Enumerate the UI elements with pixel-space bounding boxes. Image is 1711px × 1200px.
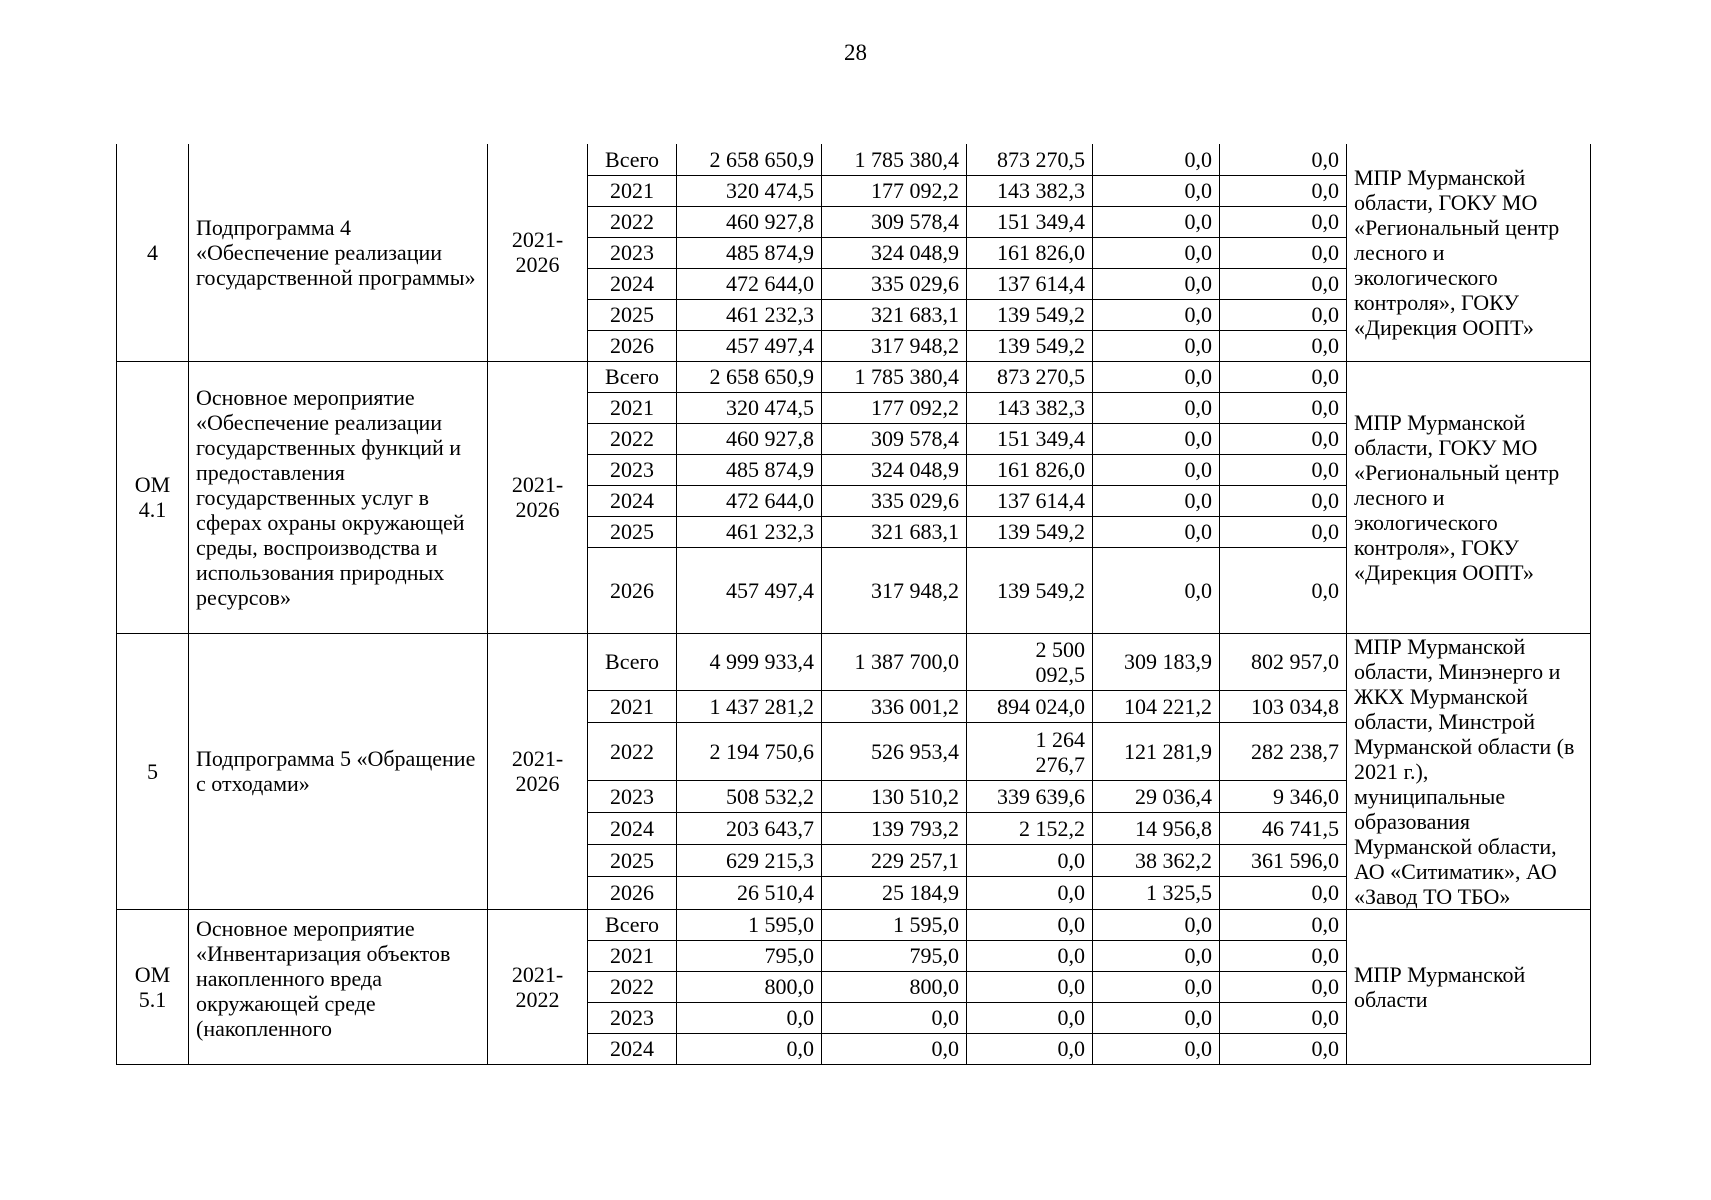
- amount-cell-v4: 0,0: [1093, 547, 1220, 633]
- amount-cell-v2: 309 578,4: [822, 206, 967, 237]
- amount-cell-v4: 0,0: [1093, 485, 1220, 516]
- section-name: Подпрограмма 5 «Обращение с отходами»: [189, 633, 488, 909]
- year-cell: 2023: [588, 781, 677, 813]
- amount-cell-v4: 0,0: [1093, 454, 1220, 485]
- amount-cell-v1: 800,0: [677, 971, 822, 1002]
- amount-cell-v1: 26 510,4: [677, 877, 822, 909]
- amount-cell-v2: 309 578,4: [822, 423, 967, 454]
- amount-cell-v2: 321 683,1: [822, 516, 967, 547]
- amount-cell-v5: 802 957,0: [1220, 633, 1347, 691]
- year-cell: Всего: [588, 361, 677, 392]
- amount-cell-v3: 339 639,6: [967, 781, 1093, 813]
- amount-cell-v4: 0,0: [1093, 909, 1220, 940]
- amount-cell-v5: 0,0: [1220, 237, 1347, 268]
- amount-cell-v3: 1 264 276,7: [967, 723, 1093, 781]
- year-cell: 2023: [588, 1002, 677, 1033]
- amount-cell-v2: 25 184,9: [822, 877, 967, 909]
- amount-cell-v4: 0,0: [1093, 299, 1220, 330]
- year-cell: 2025: [588, 845, 677, 877]
- budget-table: [116, 144, 1591, 1065]
- amount-cell-v4: 0,0: [1093, 1002, 1220, 1033]
- amount-cell-v4: 1 325,5: [1093, 877, 1220, 909]
- amount-cell-v5: 0,0: [1220, 971, 1347, 1002]
- amount-cell-v1: 472 644,0: [677, 268, 822, 299]
- year-cell: Всего: [588, 144, 677, 175]
- amount-cell-v3: 873 270,5: [967, 144, 1093, 175]
- amount-cell-v1: 485 874,9: [677, 237, 822, 268]
- executor-cell: МПР Мурманской области: [1347, 909, 1591, 1064]
- amount-cell-v1: 2 658 650,9: [677, 361, 822, 392]
- amount-cell-v5: 0,0: [1220, 268, 1347, 299]
- section-period: 2021- 2022: [488, 909, 588, 1064]
- amount-cell-v3: 137 614,4: [967, 485, 1093, 516]
- amount-cell-v2: 321 683,1: [822, 299, 967, 330]
- amount-cell-v2: 130 510,2: [822, 781, 967, 813]
- amount-cell-v5: 0,0: [1220, 909, 1347, 940]
- amount-cell-v1: 1 437 281,2: [677, 691, 822, 723]
- amount-cell-v4: 0,0: [1093, 940, 1220, 971]
- year-cell: 2021: [588, 175, 677, 206]
- section-number: 4: [117, 144, 189, 361]
- amount-cell-v4: 0,0: [1093, 516, 1220, 547]
- amount-cell-v2: 795,0: [822, 940, 967, 971]
- amount-cell-v2: 526 953,4: [822, 723, 967, 781]
- amount-cell-v1: 2 658 650,9: [677, 144, 822, 175]
- amount-cell-v2: 229 257,1: [822, 845, 967, 877]
- executor-cell: МПР Мурманской области, ГОКУ МО «Региональный центр лесного и экологического контроля», ГОКУ «Дирекция ООПТ»: [1347, 361, 1591, 633]
- amount-cell-v2: 336 001,2: [822, 691, 967, 723]
- amount-cell-v5: 0,0: [1220, 454, 1347, 485]
- amount-cell-v4: 0,0: [1093, 175, 1220, 206]
- amount-cell-v4: 0,0: [1093, 1033, 1220, 1064]
- amount-cell-v3: 0,0: [967, 845, 1093, 877]
- page-number: 28: [844, 40, 867, 65]
- section-name: Подпрограмма 4 «Обеспечение реализации государственной программы»: [189, 144, 488, 361]
- amount-cell-v2: 177 092,2: [822, 175, 967, 206]
- amount-cell-v3: 0,0: [967, 940, 1093, 971]
- year-cell: 2026: [588, 330, 677, 361]
- amount-cell-v4: 0,0: [1093, 144, 1220, 175]
- amount-cell-v1: 457 497,4: [677, 547, 822, 633]
- section-name: Основное мероприятие «Обеспечение реализации государственных функций и предоставления государственных услуг в сферах охраны окружающей среды, воспроизводства и использования природных ресурсов»: [189, 361, 488, 633]
- year-cell: 2024: [588, 268, 677, 299]
- amount-cell-v3: 139 549,2: [967, 547, 1093, 633]
- amount-cell-v4: 0,0: [1093, 361, 1220, 392]
- amount-cell-v4: 104 221,2: [1093, 691, 1220, 723]
- amount-cell-v4: 0,0: [1093, 971, 1220, 1002]
- year-cell: 2021: [588, 940, 677, 971]
- amount-cell-v4: 0,0: [1093, 392, 1220, 423]
- amount-cell-v1: 1 595,0: [677, 909, 822, 940]
- year-cell: 2021: [588, 392, 677, 423]
- amount-cell-v3: 151 349,4: [967, 423, 1093, 454]
- amount-cell-v2: 1 595,0: [822, 909, 967, 940]
- executor-cell: МПР Мурманской области, Минэнерго и ЖКХ Мурманской области, Минстрой Мурманской области (в 2021 г.), муниципальные образования Мурманской области, АО «Ситиматик», АО «Завод ТО ТБО»: [1347, 633, 1591, 909]
- amount-cell-v4: 0,0: [1093, 268, 1220, 299]
- amount-cell-v5: 0,0: [1220, 144, 1347, 175]
- amount-cell-v5: 0,0: [1220, 1002, 1347, 1033]
- year-cell: 2022: [588, 723, 677, 781]
- amount-cell-v2: 139 793,2: [822, 813, 967, 845]
- amount-cell-v3: 0,0: [967, 877, 1093, 909]
- section-number: ОМ 4.1: [117, 361, 189, 633]
- amount-cell-v2: 317 948,2: [822, 547, 967, 633]
- amount-cell-v1: 472 644,0: [677, 485, 822, 516]
- year-cell: 2026: [588, 877, 677, 909]
- section-name: Основное мероприятие «Инвентаризация объектов накопленного вреда окружающей среде (накопленного: [189, 909, 488, 1064]
- amount-cell-v4: 0,0: [1093, 206, 1220, 237]
- amount-cell-v3: 894 024,0: [967, 691, 1093, 723]
- amount-cell-v5: 0,0: [1220, 485, 1347, 516]
- amount-cell-v1: 2 194 750,6: [677, 723, 822, 781]
- amount-cell-v5: 103 034,8: [1220, 691, 1347, 723]
- amount-cell-v3: 139 549,2: [967, 516, 1093, 547]
- amount-cell-v1: 461 232,3: [677, 516, 822, 547]
- amount-cell-v3: 0,0: [967, 1033, 1093, 1064]
- amount-cell-v4: 0,0: [1093, 237, 1220, 268]
- amount-cell-v3: 137 614,4: [967, 268, 1093, 299]
- amount-cell-v2: 0,0: [822, 1002, 967, 1033]
- year-cell: Всего: [588, 633, 677, 691]
- year-cell: 2024: [588, 485, 677, 516]
- amount-cell-v5: 282 238,7: [1220, 723, 1347, 781]
- amount-cell-v4: 0,0: [1093, 330, 1220, 361]
- amount-cell-v2: 335 029,6: [822, 485, 967, 516]
- amount-cell-v5: 0,0: [1220, 392, 1347, 423]
- amount-cell-v1: 203 643,7: [677, 813, 822, 845]
- section-period: 2021- 2026: [488, 633, 588, 909]
- amount-cell-v1: 457 497,4: [677, 330, 822, 361]
- amount-cell-v5: 0,0: [1220, 206, 1347, 237]
- amount-cell-v5: 9 346,0: [1220, 781, 1347, 813]
- year-cell: 2025: [588, 516, 677, 547]
- year-cell: 2022: [588, 423, 677, 454]
- year-cell: 2023: [588, 237, 677, 268]
- amount-cell-v2: 177 092,2: [822, 392, 967, 423]
- table-row: [117, 144, 1591, 175]
- amount-cell-v1: 0,0: [677, 1002, 822, 1033]
- amount-cell-v3: 0,0: [967, 909, 1093, 940]
- amount-cell-v5: 0,0: [1220, 516, 1347, 547]
- amount-cell-v3: 2 152,2: [967, 813, 1093, 845]
- year-cell: 2021: [588, 691, 677, 723]
- year-cell: 2024: [588, 813, 677, 845]
- table-row: [117, 909, 1591, 940]
- amount-cell-v1: 461 232,3: [677, 299, 822, 330]
- table-row: [117, 361, 1591, 392]
- amount-cell-v5: 0,0: [1220, 299, 1347, 330]
- year-cell: 2022: [588, 206, 677, 237]
- amount-cell-v4: 121 281,9: [1093, 723, 1220, 781]
- amount-cell-v2: 317 948,2: [822, 330, 967, 361]
- table-row: [117, 633, 1591, 691]
- amount-cell-v3: 873 270,5: [967, 361, 1093, 392]
- amount-cell-v3: 139 549,2: [967, 330, 1093, 361]
- year-cell: 2023: [588, 454, 677, 485]
- year-cell: 2025: [588, 299, 677, 330]
- amount-cell-v5: 0,0: [1220, 940, 1347, 971]
- amount-cell-v5: 46 741,5: [1220, 813, 1347, 845]
- amount-cell-v1: 795,0: [677, 940, 822, 971]
- amount-cell-v5: 361 596,0: [1220, 845, 1347, 877]
- amount-cell-v3: 143 382,3: [967, 175, 1093, 206]
- year-cell: Всего: [588, 909, 677, 940]
- amount-cell-v3: 2 500 092,5: [967, 633, 1093, 691]
- section-period: 2021- 2026: [488, 361, 588, 633]
- amount-cell-v2: 800,0: [822, 971, 967, 1002]
- amount-cell-v5: 0,0: [1220, 877, 1347, 909]
- amount-cell-v3: 0,0: [967, 1002, 1093, 1033]
- amount-cell-v4: 309 183,9: [1093, 633, 1220, 691]
- section-number: 5: [117, 633, 189, 909]
- amount-cell-v1: 460 927,8: [677, 206, 822, 237]
- amount-cell-v2: 1 387 700,0: [822, 633, 967, 691]
- amount-cell-v1: 320 474,5: [677, 175, 822, 206]
- section-period: 2021- 2026: [488, 144, 588, 361]
- amount-cell-v3: 161 826,0: [967, 237, 1093, 268]
- amount-cell-v3: 139 549,2: [967, 299, 1093, 330]
- amount-cell-v5: 0,0: [1220, 330, 1347, 361]
- amount-cell-v2: 335 029,6: [822, 268, 967, 299]
- amount-cell-v4: 0,0: [1093, 423, 1220, 454]
- amount-cell-v1: 0,0: [677, 1033, 822, 1064]
- amount-cell-v4: 38 362,2: [1093, 845, 1220, 877]
- amount-cell-v2: 324 048,9: [822, 237, 967, 268]
- amount-cell-v5: 0,0: [1220, 547, 1347, 633]
- year-cell: 2024: [588, 1033, 677, 1064]
- amount-cell-v5: 0,0: [1220, 1033, 1347, 1064]
- amount-cell-v1: 508 532,2: [677, 781, 822, 813]
- section-number: ОМ 5.1: [117, 909, 189, 1064]
- amount-cell-v3: 161 826,0: [967, 454, 1093, 485]
- year-cell: 2026: [588, 547, 677, 633]
- amount-cell-v2: 1 785 380,4: [822, 144, 967, 175]
- amount-cell-v2: 1 785 380,4: [822, 361, 967, 392]
- year-cell: 2022: [588, 971, 677, 1002]
- executor-cell: МПР Мурманской области, ГОКУ МО «Региональный центр лесного и экологического контроля», ГОКУ «Дирекция ООПТ»: [1347, 144, 1591, 361]
- amount-cell-v4: 14 956,8: [1093, 813, 1220, 845]
- amount-cell-v3: 151 349,4: [967, 206, 1093, 237]
- amount-cell-v5: 0,0: [1220, 175, 1347, 206]
- amount-cell-v5: 0,0: [1220, 423, 1347, 454]
- amount-cell-v1: 4 999 933,4: [677, 633, 822, 691]
- amount-cell-v3: 143 382,3: [967, 392, 1093, 423]
- amount-cell-v2: 324 048,9: [822, 454, 967, 485]
- amount-cell-v2: 0,0: [822, 1033, 967, 1064]
- amount-cell-v1: 460 927,8: [677, 423, 822, 454]
- amount-cell-v4: 29 036,4: [1093, 781, 1220, 813]
- amount-cell-v3: 0,0: [967, 971, 1093, 1002]
- amount-cell-v1: 629 215,3: [677, 845, 822, 877]
- amount-cell-v1: 485 874,9: [677, 454, 822, 485]
- amount-cell-v5: 0,0: [1220, 361, 1347, 392]
- amount-cell-v1: 320 474,5: [677, 392, 822, 423]
